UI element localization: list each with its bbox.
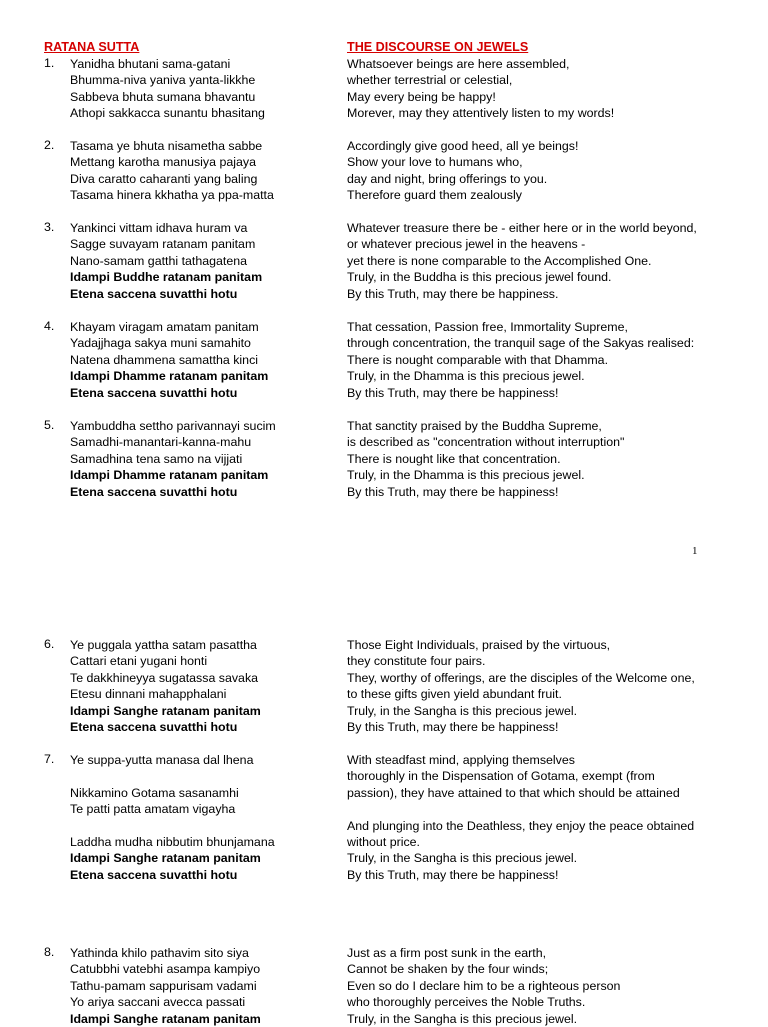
pali-line: Idampi Dhamme ratanam panitam: [70, 369, 269, 384]
pali-line: Yambuddha settho parivannayi sucim: [70, 419, 276, 433]
english-line: Truly, in the Sangha is this precious jewel.: [347, 1011, 578, 1026]
english-line: is described as "concentration without interruption": [347, 435, 625, 450]
pali-line: Nano-samam gatthi tathagatena: [70, 253, 248, 268]
pali-line: Etena saccena suvatthi hotu: [70, 719, 238, 734]
pali-line: Tasama hinera kkhatha ya ppa-matta: [70, 188, 274, 203]
english-line: yet there is none comparable to the Accomplished One.: [347, 253, 652, 268]
english-line: they constitute four pairs.: [347, 654, 486, 669]
english-line: to these gifts given yield abundant fruit.: [347, 687, 562, 702]
english-line: Those Eight Individuals, praised by the virtuous,: [347, 638, 611, 652]
english-line: Truly, in the Dhamma is this precious jewel.: [347, 468, 585, 483]
pali-line: Etena saccena suvatthi hotu: [70, 286, 238, 301]
english-line: Truly, in the Dhamma is this precious jewel.: [347, 369, 585, 384]
pali-line: Diva caratto caharanti yang baling: [70, 171, 258, 186]
pali-text: [70, 56, 265, 122]
pali-line: Etena saccena suvatthi hotu: [70, 867, 238, 882]
pali-line: Tathu-pamam sappurisam vadami: [70, 978, 257, 993]
verse-number: 8.: [44, 945, 55, 959]
english-translation: [347, 752, 694, 883]
pali-line: Laddha mudha nibbutim bhunjamana: [70, 834, 275, 849]
english-line: Truly, in the Buddha is this precious jewel found.: [347, 270, 612, 285]
english-line: By this Truth, may there be happiness.: [347, 286, 559, 301]
verse-number: 1.: [44, 56, 55, 70]
pali-line: Idampi Sanghe ratanam panitam: [70, 1011, 261, 1026]
pali-line: Mettang karotha manusiya pajaya: [70, 155, 256, 170]
english-line: passion), they have attained to that which should be attained: [347, 785, 680, 800]
pali-text: [70, 319, 268, 401]
heading-discourse-on-jewels: THE DISCOURSE ON JEWELS: [347, 40, 529, 54]
verse-number: 4.: [44, 319, 55, 333]
pali-line: Cattari etani yugani honti: [70, 654, 208, 669]
pali-text: [70, 945, 261, 1027]
english-line: That cessation, Passion free, Immortality Supreme,: [347, 320, 628, 334]
english-line: Whatsoever beings are here assembled,: [347, 57, 570, 71]
pali-line: [70, 818, 275, 834]
english-line: There is nought comparable with that Dhamma.: [347, 352, 609, 367]
english-translation: [347, 138, 578, 204]
pali-line: Idampi Sanghe ratanam panitam: [70, 703, 261, 718]
english-line: [347, 801, 694, 817]
pali-text: [70, 418, 276, 500]
english-line: Show your love to humans who,: [347, 155, 523, 170]
english-line: Cannot be shaken by the four winds;: [347, 962, 549, 977]
pali-line: Yanidha bhutani sama-gatani: [70, 57, 231, 71]
english-line: That sanctity praised by the Buddha Supreme,: [347, 419, 602, 433]
english-line: By this Truth, may there be happiness!: [347, 867, 559, 882]
english-line: Accordingly give good heed, all ye beings!: [347, 139, 579, 153]
verse-number: 5.: [44, 418, 55, 432]
english-line: Even so do I declare him to be a righteous person: [347, 978, 621, 993]
english-line: Morever, may they attentively listen to my words!: [347, 106, 615, 121]
pali-line: Yankinci vittam idhava huram va: [70, 221, 248, 235]
english-translation: [347, 319, 694, 401]
verse-number: 7.: [44, 752, 55, 766]
pali-text: [70, 752, 275, 883]
english-line: Whatever treasure there be - either here or in the world beyond,: [347, 221, 697, 235]
verse-number: 3.: [44, 220, 55, 234]
pali-line: Samadhina tena samo na vijjati: [70, 451, 243, 466]
english-line: or whatever precious jewel in the heavens -: [347, 237, 586, 252]
english-translation: [347, 220, 697, 302]
pali-line: Tasama ye bhuta nisametha sabbe: [70, 139, 263, 153]
pali-line: Athopi sakkacca sunantu bhasitang: [70, 106, 265, 121]
pali-line: Sagge suvayam ratanam panitam: [70, 237, 256, 252]
english-translation: [347, 418, 624, 500]
english-line: whether terrestrial or celestial,: [347, 73, 513, 88]
pali-line: Nikkamino Gotama sasanamhi: [70, 785, 239, 800]
english-line: day and night, bring offerings to you.: [347, 171, 548, 186]
english-line: By this Truth, may there be happiness!: [347, 719, 559, 734]
english-line: thoroughly in the Dispensation of Gotama, exempt (from: [347, 769, 655, 784]
english-line: through concentration, the tranquil sage of the Sakyas realised:: [347, 336, 695, 351]
english-line: who thoroughly perceives the Noble Truths.: [347, 995, 586, 1010]
english-line: By this Truth, may there be happiness!: [347, 385, 559, 400]
pali-line: [70, 768, 275, 784]
pali-line: Etena saccena suvatthi hotu: [70, 484, 238, 499]
pali-line: Etesu dinnani mahapphalani: [70, 687, 227, 702]
pali-line: Bhumma-niva yaniva yanta-likkhe: [70, 73, 256, 88]
english-line: Therefore guard them zealously: [347, 188, 522, 203]
english-line: And plunging into the Deathless, they enjoy the peace obtained: [347, 818, 695, 833]
english-line: Truly, in the Sangha is this precious jewel.: [347, 851, 578, 866]
english-translation: [347, 56, 614, 122]
pali-line: Yadajjhaga sakya muni samahito: [70, 336, 251, 351]
pali-line: Yathinda khilo pathavim sito siya: [70, 946, 249, 960]
english-line: By this Truth, may there be happiness!: [347, 484, 559, 499]
pali-line: Khayam viragam amatam panitam: [70, 320, 259, 334]
english-line: Just as a firm post sunk in the earth,: [347, 946, 547, 960]
pali-line: Yo ariya saccani avecca passati: [70, 995, 246, 1010]
verse-number: 6.: [44, 637, 55, 651]
pali-line: Idampi Dhamme ratanam panitam: [70, 468, 269, 483]
pali-line: Idampi Sanghe ratanam panitam: [70, 851, 261, 866]
english-translation: [347, 945, 620, 1027]
pali-text: [70, 220, 262, 302]
english-line: They, worthy of offerings, are the disciples of the Welcome one,: [347, 670, 695, 685]
page-number: 1: [692, 545, 698, 557]
english-translation: [347, 637, 695, 735]
pali-line: Ye suppa-yutta manasa dal lhena: [70, 753, 254, 767]
pali-line: Ye puggala yattha satam pasattha: [70, 638, 257, 652]
pali-text: [70, 138, 274, 204]
pali-line: Etena saccena suvatthi hotu: [70, 385, 238, 400]
english-line: There is nought like that concentration.: [347, 451, 561, 466]
english-line: without price.: [347, 834, 421, 849]
pali-line: Te patti patta amatam vigayha: [70, 802, 236, 817]
pali-line: Natena dhammena samattha kinci: [70, 352, 259, 367]
pali-line: Te dakkhineyya sugatassa savaka: [70, 670, 259, 685]
pali-line: Samadhi-manantari-kanna-mahu: [70, 435, 252, 450]
pali-line: Sabbeva bhuta sumana bhavantu: [70, 89, 256, 104]
pali-line: Catubbhi vatebhi asampa kampiyo: [70, 962, 261, 977]
english-line: Truly, in the Sangha is this precious jewel.: [347, 703, 578, 718]
english-line: May every being be happy!: [347, 89, 496, 104]
verse-number: 2.: [44, 138, 55, 152]
english-line: With steadfast mind, applying themselves: [347, 753, 575, 767]
pali-text: [70, 637, 261, 735]
heading-ratana-sutta: RATANA SUTTA: [44, 40, 140, 54]
pali-line: Idampi Buddhe ratanam panitam: [70, 270, 263, 285]
